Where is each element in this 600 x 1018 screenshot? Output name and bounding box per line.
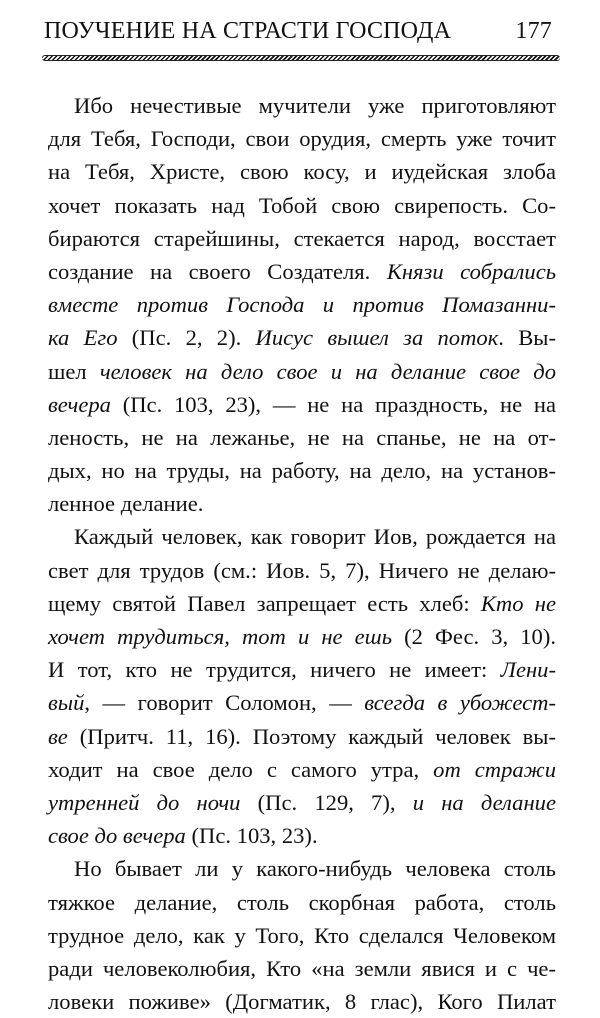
- italic-quote: ве: [48, 723, 68, 749]
- text-run: ходит на свое дело с самого утра,: [48, 756, 434, 782]
- text-run: . Вы-: [498, 325, 556, 351]
- text-line: [48, 89, 556, 122]
- italic-quote: Иисус вышел за поток: [255, 325, 499, 351]
- text-line: [48, 255, 556, 288]
- text-line: [48, 919, 556, 952]
- body-text: [48, 89, 556, 1018]
- italic-quote: хочет трудиться, тот и не ешь: [48, 624, 393, 649]
- text-line: [48, 122, 556, 155]
- text-run: свет для трудов (см.: Иов. 5, 7), Ничего не делаю-: [48, 557, 556, 583]
- text-run: шел: [48, 358, 100, 384]
- text-run: создание на своего Создателя.: [48, 258, 387, 284]
- decorative-rope-rule: [42, 55, 560, 61]
- text-line: [48, 753, 556, 786]
- text-run: И тот, кто не трудится, ничего не имеет:: [48, 657, 501, 683]
- italic-quote: свое до вечера: [48, 823, 186, 849]
- text-run: (Пс. 2, 2).: [117, 325, 256, 351]
- italic-quote: человек на дело свое и на делание свое до: [99, 358, 556, 384]
- text-line: [48, 819, 556, 852]
- text-line: [48, 587, 556, 620]
- text-line: [48, 720, 556, 753]
- text-run: хочет показать над Тобой свою свирепость. Со-: [48, 192, 556, 218]
- text-run: на Тебя, Христе, свою косу, и иудейская злоба: [48, 159, 556, 185]
- text-run: ленное делание.: [48, 491, 204, 517]
- italic-quote: и на делание: [412, 789, 556, 815]
- running-header: [44, 18, 556, 48]
- page-number: 177: [515, 18, 552, 44]
- text-run: Ибо нечестивые мучители уже приготовляют: [74, 93, 556, 118]
- text-run: ради человеколюбия, Кто «на земли явися и с че-: [48, 955, 556, 981]
- text-run: Каждый человек, как говорит Иов, рождается на: [74, 524, 556, 550]
- text-run: Но бывает ли у какого-нибудь человека столь: [74, 856, 556, 882]
- text-run: дых, но на труды, на работу, на дело, на установ-: [48, 458, 556, 484]
- text-run: (Пс. 103, 23), — не на праздность, не на: [110, 391, 556, 417]
- text-line: [48, 421, 556, 454]
- text-run: для Тебя, Господи, свои орудия, смерть уже точит: [48, 126, 556, 152]
- text-line: [48, 454, 556, 487]
- italic-quote: Лени-: [500, 657, 556, 683]
- text-run: , — говорит Соломон, —: [84, 690, 365, 716]
- text-line: [48, 222, 556, 255]
- text-line: [48, 189, 556, 222]
- text-line: [48, 653, 556, 686]
- text-line: [48, 886, 556, 919]
- italic-quote: от стражи: [433, 756, 556, 782]
- text-line: [48, 388, 556, 421]
- text-line: [48, 620, 556, 653]
- text-line: [48, 786, 556, 819]
- text-line: [48, 686, 556, 719]
- text-line: [48, 520, 556, 553]
- italic-quote: вый: [48, 690, 85, 716]
- text-line: [48, 155, 556, 188]
- text-line: [48, 321, 556, 354]
- italic-quote: Кто не: [480, 590, 556, 616]
- text-line: [48, 288, 556, 321]
- text-run: тяжкое делание, столь скорбная работа, столь: [48, 889, 556, 915]
- running-title: ПОУЧЕНИЕ НА СТРАСТИ ГОСПОДА: [44, 18, 452, 44]
- text-line: [48, 487, 556, 520]
- text-line: [48, 952, 556, 985]
- italic-quote: всегда в убожест-: [364, 690, 556, 716]
- text-line: [48, 852, 556, 885]
- text-run: (Пс. 103, 23).: [185, 823, 318, 849]
- italic-quote: утренней до ночи: [48, 789, 241, 815]
- text-run: леность, не на лежанье, не на спанье, не на от-: [48, 424, 556, 450]
- text-run: (2 Фес. 3, 10).: [392, 624, 557, 649]
- italic-quote: вместе против Господа и против Помазанни-: [48, 292, 556, 318]
- text-line: [48, 985, 556, 1018]
- text-run: щему святой Павел запрещает есть хлеб:: [48, 590, 481, 616]
- text-line: [48, 355, 556, 388]
- text-run: бираются старейшины, стекается народ, восстает: [48, 225, 556, 251]
- italic-quote: Князи собрались: [386, 258, 556, 284]
- text-run: трудное дело, как у Того, Кто сделался Человеком: [48, 922, 556, 948]
- text-run: (Притч. 11, 16). Поэтому каждый человек вы-: [67, 723, 556, 749]
- text-run: ловеки поживе» (Догматик, 8 глас), Кого Пилат: [48, 989, 556, 1015]
- italic-quote: ка Его: [48, 325, 118, 351]
- text-line: [48, 554, 556, 587]
- text-run: (Пс. 129, 7),: [240, 789, 413, 815]
- italic-quote: вечера: [48, 391, 111, 417]
